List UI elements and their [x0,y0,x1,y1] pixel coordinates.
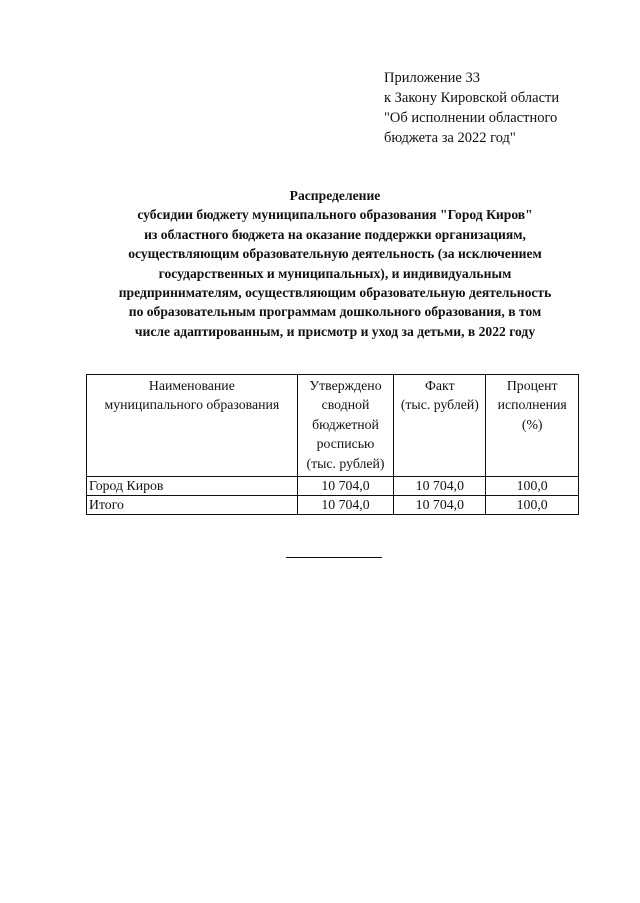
header-line: росписью [316,436,375,452]
title-line: государственных и муниципальных), и индивидуальным [158,265,512,281]
title-line: числе адаптированным, и присмотр и уход за детьми, в 2022 году [134,323,536,339]
appendix-reference [384,68,624,148]
cell-name: Город Киров [87,477,298,496]
header-line: (тыс. рублей) [306,455,385,471]
title-line: Распределение [289,188,381,203]
header-line: Факт [425,378,455,393]
header-line: (%) [521,416,543,432]
cell-fact: 10 704,0 [394,496,486,515]
appendix-line: "Об исполнении областного [384,110,558,126]
header-line: (тыс. рублей) [400,397,479,413]
cell-approved: 10 704,0 [297,477,394,496]
title-line: из областного бюджета на оказание поддержки организациям, [144,226,526,242]
header-line: муниципального образования [104,397,280,413]
title-line: по образовательным программам дошкольного образования, в том [128,304,542,320]
cell-percent: 100,0 [486,496,579,515]
title-line: предпринимателям, осуществляющим образовательную деятельность [118,285,552,301]
table-row-total [87,496,579,515]
appendix-line: бюджета за 2022 год" [384,130,516,146]
cell-percent: 100,0 [486,477,579,496]
header-line: Утверждено [309,378,382,393]
header-percent [486,375,579,477]
header-approved [297,375,394,477]
header-line: бюджетной [312,416,379,432]
distribution-table [86,374,579,515]
header-line: сводной [321,397,370,413]
title-line: осуществляющим образовательную деятельность (за исключением [128,246,542,262]
header-line: Процент [506,378,558,393]
cell-fact: 10 704,0 [394,477,486,496]
document-title [80,186,590,341]
appendix-line: к Закону Кировской области [384,90,560,106]
header-name [87,375,298,477]
cell-name: Итого [87,496,298,515]
cell-approved: 10 704,0 [297,496,394,515]
table-row [87,477,579,496]
header-line: исполнения [497,397,567,413]
end-divider [286,557,382,558]
header-line: Наименование [148,378,235,393]
appendix-line: Приложение 33 [384,70,480,86]
title-line: субсидии бюджету муниципального образования "Город Киров" [137,207,533,223]
header-fact [394,375,486,477]
table-header-row [87,375,579,477]
